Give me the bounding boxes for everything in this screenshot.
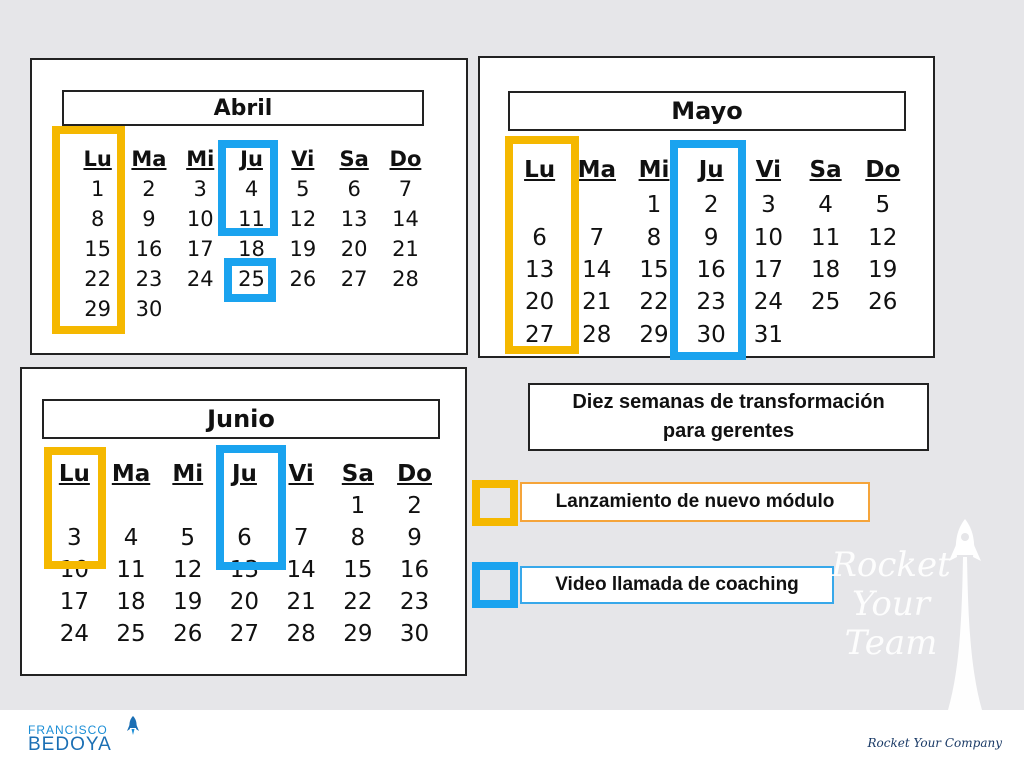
- day-cell: 6: [532, 224, 547, 251]
- watermark-line1: Rocket: [831, 545, 951, 585]
- day-cell: 2: [407, 493, 422, 519]
- day-cell: 30: [135, 297, 163, 321]
- day-cell: 8: [350, 525, 366, 551]
- weekday-header: Ma: [131, 147, 167, 171]
- day-cell: 12: [173, 557, 203, 583]
- day-cell: 17: [59, 589, 89, 615]
- day-cell: 14: [392, 207, 419, 231]
- day-cell: 17: [753, 256, 784, 283]
- day-cell: 29: [639, 321, 669, 348]
- day-cell: 24: [59, 621, 89, 647]
- day-cell: 14: [286, 557, 316, 583]
- day-cell: 30: [696, 321, 726, 348]
- day-cell: 6: [347, 177, 361, 201]
- watermark-line2: Your: [851, 584, 931, 624]
- day-cell: 12: [289, 207, 317, 231]
- day-cell: 20: [340, 237, 368, 261]
- day-cell: 7: [398, 177, 413, 201]
- weekday-header: Vi: [755, 157, 782, 183]
- calendar-title-may: Mayo: [508, 91, 906, 131]
- day-cell: 21: [392, 237, 419, 261]
- day-cell: 21: [582, 289, 612, 316]
- weekday-header: Do: [865, 157, 901, 183]
- weekday-header: Ma: [111, 460, 151, 487]
- program-title-line1: Diez semanas de transformación: [572, 391, 885, 413]
- weekday-header: Mi: [638, 157, 670, 183]
- day-cell: 5: [875, 192, 891, 219]
- day-cell: 26: [868, 289, 898, 316]
- day-cell: 31: [753, 321, 784, 348]
- day-cell: 19: [868, 256, 898, 283]
- day-cell: 3: [193, 177, 207, 201]
- day-cell: 20: [229, 589, 260, 615]
- day-cell: 25: [810, 289, 841, 316]
- day-cell: 29: [84, 297, 112, 321]
- day-cell: 23: [135, 267, 163, 291]
- watermark-text: [826, 546, 956, 663]
- day-cell: 27: [229, 621, 260, 647]
- day-cell: 25: [238, 267, 265, 291]
- logo-lastname: BEDOYA: [28, 734, 112, 755]
- weekday-header: Do: [389, 147, 422, 171]
- day-cell: 18: [116, 589, 146, 615]
- day-cell: 30: [399, 621, 430, 647]
- day-cell: 2: [142, 177, 156, 201]
- calendar-april: [30, 58, 468, 355]
- day-cell: 9: [142, 207, 156, 231]
- legend-video-label: Video llamada de coaching: [520, 566, 834, 604]
- day-cell: 16: [135, 237, 163, 261]
- day-cell: 1: [350, 493, 366, 519]
- weekday-header: Sa: [809, 157, 842, 183]
- weekday-header: Ju: [231, 460, 257, 487]
- day-cell: 7: [293, 525, 309, 551]
- calendar-may: [478, 56, 935, 358]
- day-cell: 19: [173, 589, 203, 615]
- day-cell: 27: [524, 321, 555, 348]
- day-cell: 24: [186, 267, 214, 291]
- watermark-line3: Team: [844, 623, 938, 663]
- day-cell: 4: [123, 525, 139, 551]
- weekday-header: Lu: [524, 157, 556, 183]
- legend-video-swatch: [472, 562, 518, 608]
- day-cell: 13: [229, 557, 260, 583]
- day-cell: 11: [810, 224, 841, 251]
- day-cell: 19: [289, 237, 317, 261]
- day-cell: 4: [244, 177, 259, 201]
- weekday-header: Vi: [291, 147, 315, 171]
- day-cell: 2: [703, 192, 719, 219]
- day-cell: 6: [237, 525, 252, 551]
- program-title-box: [528, 383, 929, 451]
- day-cell: 16: [696, 256, 726, 283]
- day-cell: 9: [407, 525, 422, 551]
- legend-launch-label: Lanzamiento de nuevo módulo: [520, 482, 870, 522]
- day-cell: 11: [116, 557, 146, 583]
- day-cell: 27: [340, 267, 368, 291]
- weekday-header: Ju: [698, 157, 724, 183]
- day-cell: 26: [289, 267, 317, 291]
- legend-launch-swatch: [472, 480, 518, 526]
- weekday-header: Lu: [83, 147, 112, 171]
- day-cell: 5: [296, 177, 310, 201]
- weekday-header: Sa: [339, 147, 369, 171]
- day-cell: 13: [340, 207, 368, 231]
- day-cell: 15: [639, 256, 669, 283]
- day-cell: 28: [392, 267, 419, 291]
- day-cell: 3: [761, 192, 776, 219]
- weekday-header: Mi: [172, 460, 204, 487]
- day-cell: 18: [238, 237, 265, 261]
- weekday-header: Do: [397, 460, 432, 487]
- calendar-title-june: Junio: [42, 399, 440, 439]
- weekday-header: Mi: [186, 147, 215, 171]
- day-cell: 8: [90, 207, 105, 231]
- day-cell: 8: [646, 224, 662, 251]
- day-cell: 15: [343, 557, 373, 583]
- day-cell: 9: [703, 224, 719, 251]
- day-cell: 14: [582, 256, 612, 283]
- day-cell: 1: [646, 192, 662, 219]
- day-cell: 10: [186, 207, 214, 231]
- day-cell: 24: [753, 289, 784, 316]
- day-cell: 23: [696, 289, 726, 316]
- day-cell: 25: [116, 621, 146, 647]
- weekday-header: Ma: [577, 157, 616, 183]
- day-cell: 29: [343, 621, 373, 647]
- weekday-header: Vi: [288, 460, 314, 487]
- day-cell: 22: [639, 289, 669, 316]
- day-cell: 23: [399, 589, 430, 615]
- day-cell: 3: [67, 525, 82, 551]
- day-cell: 26: [173, 621, 203, 647]
- day-cell: 5: [180, 525, 196, 551]
- weekday-header: Ju: [240, 147, 263, 171]
- day-cell: 18: [810, 256, 841, 283]
- day-cell: 4: [818, 192, 833, 219]
- day-cell: 16: [399, 557, 430, 583]
- logo-firstname: FRANCISCO: [28, 723, 108, 737]
- weekday-header: Lu: [58, 460, 90, 487]
- footer-tagline: Rocket Your Company: [867, 736, 1002, 750]
- day-cell: 1: [90, 177, 105, 201]
- day-cell: 28: [582, 321, 612, 348]
- calendar-title-april: Abril: [62, 90, 424, 126]
- weekday-header: Sa: [341, 460, 374, 487]
- day-cell: 17: [186, 237, 214, 261]
- day-cell: 15: [84, 237, 112, 261]
- day-cell: 22: [84, 267, 112, 291]
- day-cell: 20: [524, 289, 555, 316]
- day-cell: 12: [868, 224, 898, 251]
- day-cell: 13: [524, 256, 555, 283]
- day-cell: 11: [238, 207, 265, 231]
- day-cell: 28: [286, 621, 316, 647]
- day-cell: 10: [753, 224, 784, 251]
- day-cell: 7: [589, 224, 605, 251]
- day-cell: 22: [343, 589, 373, 615]
- day-cell: 10: [59, 557, 89, 583]
- program-title-line2: para gerentes: [662, 420, 795, 442]
- calendar-june: [20, 367, 467, 676]
- day-cell: 21: [286, 589, 316, 615]
- logo-rocket-icon: [126, 715, 140, 737]
